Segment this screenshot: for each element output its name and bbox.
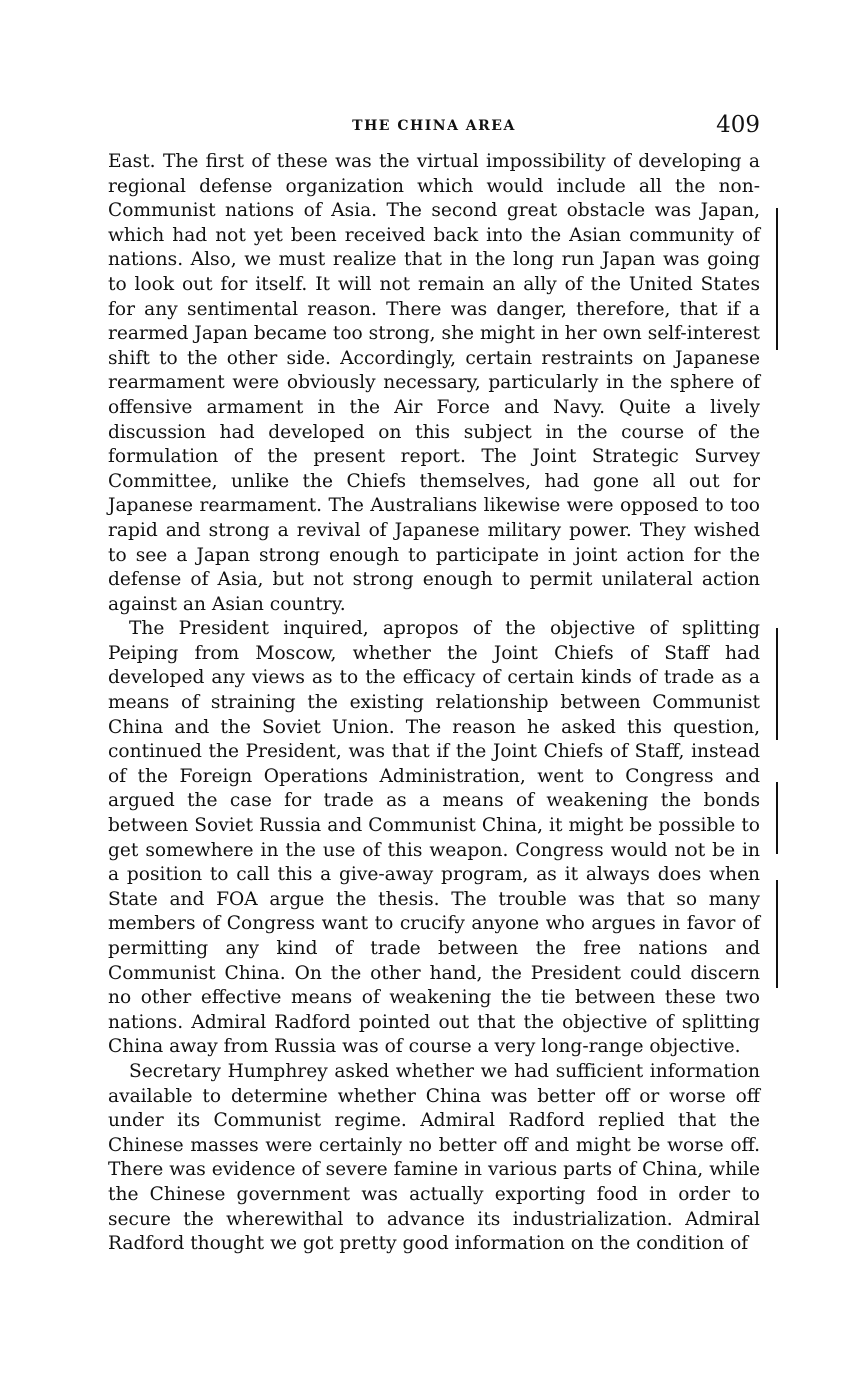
page-number: 409	[716, 112, 760, 138]
margin-mark	[776, 208, 778, 350]
running-title: THE CHINA AREA	[352, 118, 516, 134]
margin-mark	[776, 782, 778, 854]
paragraph-humphrey-information: Secretary Humphrey asked whether we had sufficient information available to determine whether China was better off or worse off under its Communist regime. Admiral Radford replied that the Chinese masses were certainly no better off and might be worse off. There was evidence of severe famine in various parts of China, while the Chinese government was actually exporting food in order to secure the wherewithal to advance its industrialization. Admiral Radford thought we got pretty good information on the condition of	[108, 1060, 760, 1255]
paragraph-president-trade: The President inquired, apropos of the objective of splitting Peiping from Moscow, whether the Joint Chiefs of Staff had developed any views as to the efficacy of certain kinds of trade as a means of straining the existing relationship between Communist China and the Soviet Union. The reason he asked this question, continued the President, was that if the Joint Chiefs of Staff, instead of the Foreign Operations Administration, went to Congress and argued the case for trade as a means of weakening the bonds between Soviet Russia and Communist China, it might be possible to get somewhere in the use of this weapon. Congress would not be in a position to call this a give-away program, as it always does when State and FOA argue the thesis. The trouble was that so many members of Congress want to crucify anyone who argues in favor of permitting any kind of trade between the free nations and Communist China. On the other hand, the President could discern no other effective means of weakening the tie between these two nations. Admiral Radford pointed out that the objective of splitting China away from Russia was of course a very long-range objective.	[108, 618, 760, 1058]
body-text	[108, 150, 760, 1257]
paragraph-continued: East. The first of these was the virtual impossibility of developing a regional defense organization which would include all the non-Communist nations of Asia. The second great obstacle was Japan, which had not yet been received back into the Asian community of nations. Also, we must realize that in the long run Japan was going to look out for itself. It will not remain an ally of the United States for any sentimental reason. There was danger, therefore, that if a rearmed Japan became too strong, she might in her own self-interest shift to the other side. Accordingly, certain restraints on Japanese rearmament were obviously necessary, particularly in the sphere of offensive armament in the Air Force and Navy. Quite a lively discussion had developed on this subject in the course of the formulation of the present report. The Joint Strategic Survey Committee, unlike the Chiefs themselves, had gone all out for Japanese rearmament. The Australians likewise were opposed to too rapid and strong a revival of Japanese military power. They wished to see a Japan strong enough to participate in joint action for the defense of Asia, but not strong enough to permit unilateral action against an Asian country.	[108, 151, 760, 615]
margin-mark	[776, 880, 778, 988]
margin-mark	[776, 628, 778, 740]
running-head	[108, 112, 760, 142]
